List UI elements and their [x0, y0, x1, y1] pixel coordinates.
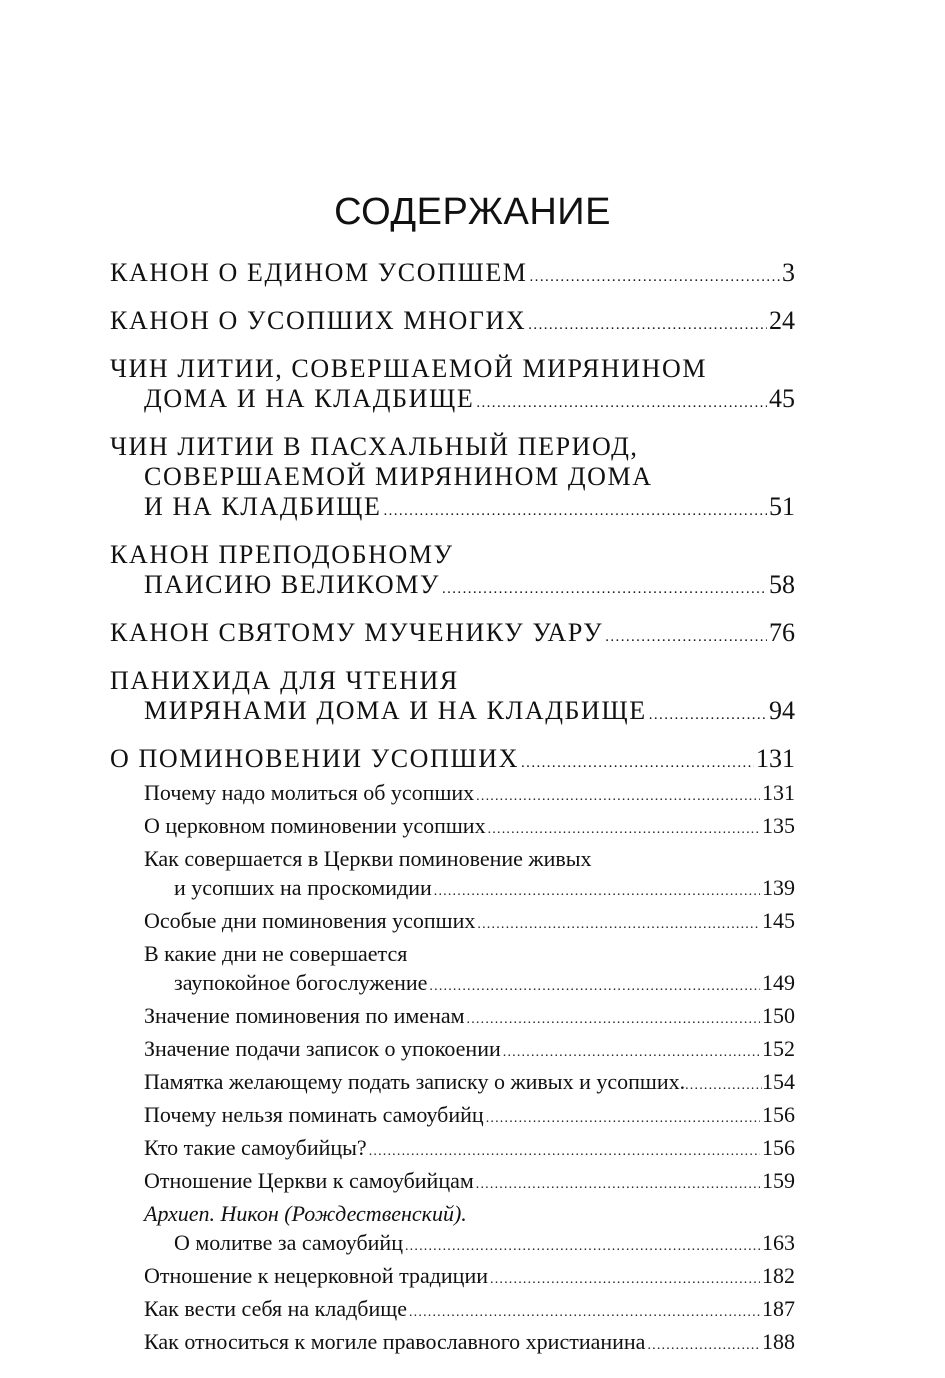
- toc-subentry-author: Архиеп. Никон (Рождественский).: [144, 1201, 467, 1226]
- toc-page-number: 163: [762, 1230, 795, 1255]
- toc-subentry-title: Значение подачи записок о упокоении: [144, 1036, 501, 1061]
- dot-leader: [405, 1232, 760, 1261]
- dot-leader: [649, 700, 767, 730]
- toc-entry-row: [144, 1034, 795, 1067]
- toc-page-number: 24: [769, 306, 795, 335]
- toc-entry-row: [144, 1100, 795, 1133]
- toc-subentry: [110, 1001, 795, 1034]
- dot-leader: [647, 1331, 760, 1360]
- dot-leader: [528, 310, 767, 340]
- dot-leader: [442, 574, 767, 604]
- toc-entry-row: [110, 384, 795, 418]
- toc-subentry-title: Памятка желающему подать записку о живых и усопших.: [144, 1069, 686, 1094]
- toc-page-number: 76: [769, 618, 795, 647]
- toc-subentry: [110, 1199, 795, 1261]
- dot-leader: [605, 622, 767, 652]
- toc-page-number: 131: [756, 744, 795, 773]
- toc-subentry-title: О молитве за самоубийц: [174, 1230, 403, 1255]
- toc-entry-row: [110, 618, 795, 652]
- toc-subentry-title: Кто такие самоубийцы?: [144, 1135, 367, 1160]
- toc-page-number: 135: [762, 813, 795, 838]
- toc-entry-row: [144, 1261, 795, 1294]
- toc-subentry-title-continued: заупокойное богослужение: [174, 970, 428, 995]
- toc-subentry: [110, 1294, 795, 1327]
- toc-subentry-title-continued: и усопших на проскомидии: [174, 875, 432, 900]
- toc-entry-row: [144, 1228, 795, 1261]
- toc-subentry-title: Особые дни поминовения усопших: [144, 908, 476, 933]
- toc-subentry-title: Почему нельзя поминать самоубийц: [144, 1102, 484, 1127]
- toc-subentry: [110, 811, 795, 844]
- toc-subentry-title: Почему надо молиться об усопших: [144, 780, 475, 805]
- dot-leader: [409, 1298, 760, 1327]
- toc-entry: [110, 540, 795, 604]
- dot-leader: [521, 748, 754, 778]
- dot-leader: [429, 972, 760, 1001]
- toc-subentry: [110, 1034, 795, 1067]
- dot-leader: [476, 782, 760, 811]
- toc-entry-row: [110, 492, 795, 526]
- toc-page-number: 159: [762, 1168, 795, 1193]
- dot-leader: [530, 262, 780, 292]
- toc-subentry-title: О церковном поминовении усопших: [144, 813, 486, 838]
- toc-subentry: [110, 1261, 795, 1294]
- toc-entry: [110, 744, 795, 778]
- toc-entry-row: [144, 873, 795, 906]
- toc-entry-title: О ПОМИНОВЕНИИ УСОПШИХ: [110, 744, 520, 773]
- toc-subentry: [110, 1100, 795, 1133]
- toc-entry-title: КАНОН О УСОПШИХ МНОГИХ: [110, 306, 527, 335]
- dot-leader: [369, 1137, 760, 1166]
- toc-subentry-title: Отношение к нецерковной традиции: [144, 1263, 488, 1288]
- toc-subentry: [110, 906, 795, 939]
- toc-entry-title: КАНОН СВЯТОМУ МУЧЕНИКУ УАРУ: [110, 618, 604, 647]
- toc-entry-row: [110, 570, 795, 604]
- toc-entry-row: [144, 1294, 795, 1327]
- toc-page-number: 131: [762, 780, 795, 805]
- toc-subentry-title: Как совершается в Церкви поминовение живых: [144, 846, 592, 871]
- toc-entry-row: [144, 1166, 795, 1199]
- toc-subentry: [110, 844, 795, 906]
- toc-entry-title-continued: МИРЯНАМИ ДОМА И НА КЛАДБИЩЕ: [144, 696, 647, 725]
- toc-subentry: [110, 939, 795, 1001]
- toc-entry: [110, 354, 795, 418]
- toc-entry-row: [144, 968, 795, 1001]
- toc-subentry-title: В какие дни не совершается: [144, 941, 408, 966]
- dot-leader: [477, 910, 760, 939]
- toc-subentry-title: Как вести себя на кладбище: [144, 1296, 407, 1321]
- toc-entry-title-continued: ДОМА И НА КЛАДБИЩЕ: [144, 384, 475, 413]
- toc-entry-row: [144, 1001, 795, 1034]
- toc-entry-title: КАНОН ПРЕПОДОБНОМУ: [110, 540, 454, 569]
- toc-page-number: 154: [762, 1069, 795, 1094]
- toc-entry-title-continued: И НА КЛАДБИЩЕ: [144, 492, 382, 521]
- toc-entry-row: [144, 906, 795, 939]
- toc-page-number: 149: [762, 970, 795, 995]
- table-of-contents: [110, 258, 795, 1360]
- toc-entry-title-continued: ПАИСИЮ ВЕЛИКОМУ: [144, 570, 440, 599]
- toc-page-number: 58: [769, 570, 795, 599]
- toc-subentry: [110, 1327, 795, 1360]
- dot-leader: [685, 1071, 762, 1100]
- toc-entry-row: [144, 1133, 795, 1166]
- toc-subentry: [110, 1133, 795, 1166]
- toc-entry-title: ПАНИХИДА ДЛЯ ЧТЕНИЯ: [110, 666, 459, 695]
- dot-leader: [490, 1265, 760, 1294]
- toc-subentry: [110, 1166, 795, 1199]
- toc-page-number: 156: [762, 1102, 795, 1127]
- toc-page-number: 182: [762, 1263, 795, 1288]
- toc-subentry-title: Отношение Церкви к самоубийцам: [144, 1168, 474, 1193]
- dot-leader: [486, 1104, 760, 1133]
- toc-entry-row: [110, 258, 795, 292]
- dot-leader: [467, 1005, 760, 1034]
- toc-subentry-title: Как относиться к могиле православного христианина: [144, 1329, 646, 1354]
- dot-leader: [434, 877, 760, 906]
- toc-subentry: [110, 1067, 795, 1100]
- dot-leader: [383, 496, 767, 526]
- toc-entry: [110, 306, 795, 340]
- toc-page-number: 156: [762, 1135, 795, 1160]
- toc-page-number: 187: [762, 1296, 795, 1321]
- toc-entry: [110, 258, 795, 292]
- toc-entry: [110, 666, 795, 730]
- toc-page-number: 3: [782, 258, 795, 287]
- toc-entry-title: ЧИН ЛИТИИ, СОВЕРШАЕМОЙ МИРЯНИНОМ: [110, 354, 708, 383]
- toc-page-number: 45: [769, 384, 795, 413]
- toc-entry-row: [110, 744, 795, 778]
- toc-subentry: [110, 778, 795, 811]
- toc-page-number: 139: [762, 875, 795, 900]
- toc-entry: [110, 618, 795, 652]
- toc-page-number: 94: [769, 696, 795, 725]
- toc-page-number: 152: [762, 1036, 795, 1061]
- toc-entry-row: [110, 696, 795, 730]
- dot-leader: [476, 388, 767, 418]
- toc-subentry-title: Значение поминовения по именам: [144, 1003, 465, 1028]
- toc-entry-row: [144, 1067, 795, 1100]
- toc-entry-row: [144, 778, 795, 811]
- toc-entry-row: [144, 1327, 795, 1360]
- toc-page-number: 145: [762, 908, 795, 933]
- toc-entry-row: [110, 306, 795, 340]
- toc-entry-row: [144, 811, 795, 844]
- toc-page-number: 150: [762, 1003, 795, 1028]
- dot-leader: [488, 815, 760, 844]
- toc-entry-title: ЧИН ЛИТИИ В ПАСХАЛЬНЫЙ ПЕРИОД,: [110, 432, 639, 461]
- toc-entry: [110, 432, 795, 526]
- toc-page-number: 51: [769, 492, 795, 521]
- dot-leader: [503, 1038, 760, 1067]
- toc-entry-title-continued: СОВЕРШАЕМОЙ МИРЯНИНОМ ДОМА: [144, 462, 653, 491]
- toc-page-number: 188: [762, 1329, 795, 1354]
- toc-entry-title: КАНОН О ЕДИНОМ УСОПШЕМ: [110, 258, 528, 287]
- dot-leader: [476, 1170, 760, 1199]
- contents-title: СОДЕРЖАНИЕ: [334, 191, 611, 233]
